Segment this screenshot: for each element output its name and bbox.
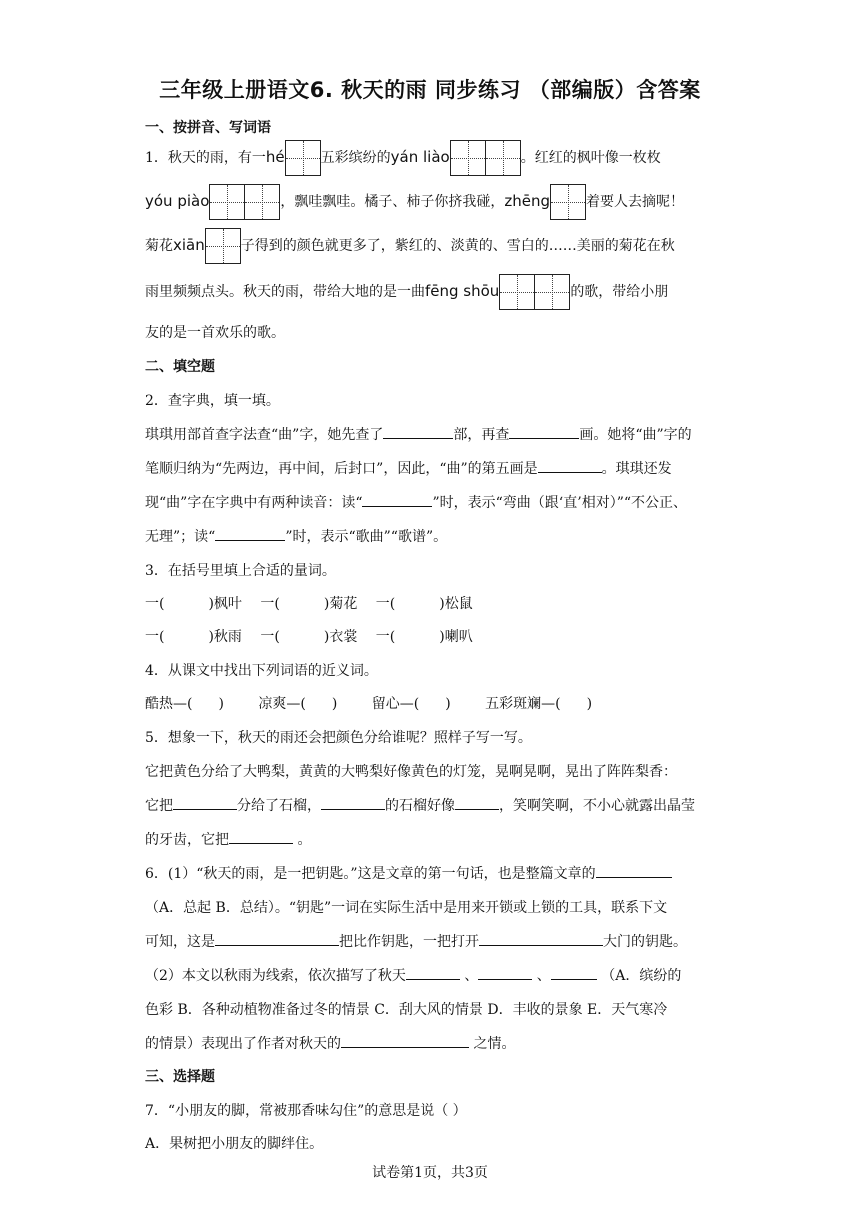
answer-blank[interactable] [478, 965, 532, 980]
q4-text: ) [586, 696, 593, 712]
q3-text: 一( [375, 596, 396, 612]
q3-row-2 [145, 626, 715, 646]
q6-text: （A．缤纷的 [596, 968, 682, 984]
q6-line-6 [145, 1033, 715, 1053]
answer-blank[interactable] [383, 424, 453, 439]
q1-line-3 [145, 226, 715, 264]
answer-grid-xian[interactable] [205, 227, 241, 265]
q5-text: 。 [293, 832, 312, 848]
q6-text: 、 [532, 968, 551, 984]
q6-text: 之情。 [469, 1036, 516, 1052]
q3-text: )菊花 [323, 596, 358, 612]
q4-text: ) [445, 696, 451, 712]
answer-blank[interactable] [321, 795, 385, 810]
answer-blank[interactable] [551, 965, 597, 980]
answer-grid-zheng[interactable] [550, 183, 586, 221]
q6-line-5: 色彩 B．各种动植物准备过冬的情景 C．刮大风的情景 D．丰收的景象 E．天气寒冷 [145, 1002, 668, 1018]
q4-text: ) [218, 696, 224, 712]
answer-blank[interactable] [215, 931, 339, 946]
q5-line-2 [145, 795, 715, 815]
q2-text: 画。她将“曲”字的 [579, 427, 692, 443]
q1-text: ，飘哇飘哇。橘子、柿子你挤我碰， [280, 194, 505, 210]
answer-blank[interactable] [538, 458, 602, 473]
q2-stem: 2．查字典，填一填。 [145, 393, 280, 409]
pinyin-zheng: zhēng [504, 192, 551, 210]
q4-text: 留心—( [371, 696, 420, 712]
q7-option-a[interactable]: A．果树把小朋友的脚绊住。 [145, 1136, 324, 1152]
pinyin-xian: xiān [173, 236, 205, 254]
section-heading-3: 三、选择题 [145, 1069, 215, 1085]
q3-text: 一( [375, 629, 396, 645]
pinyin-he: hé [265, 148, 285, 166]
q3-text: 一( [260, 596, 280, 612]
section-heading-1: 一、按拼音、写词语 [145, 120, 271, 136]
answer-blank[interactable] [509, 424, 579, 439]
q4-text: 五彩斑斓—( [485, 696, 561, 712]
q5-line-3 [145, 829, 715, 849]
pinyin-fengshou: fēng shōu [425, 282, 500, 300]
q1-line-1 [145, 138, 715, 176]
q5-text: 分给了石榴， [237, 798, 321, 814]
answer-blank[interactable] [406, 965, 460, 980]
q3-text: 一( [145, 596, 165, 612]
q2-text: 无理”；读“ [145, 529, 216, 545]
q3-stem: 3．在括号里填上合适的量词。 [145, 563, 336, 579]
q5-text: 它把 [145, 798, 173, 814]
q5-text: 的石榴好像 [385, 798, 455, 814]
answer-blank[interactable] [455, 795, 499, 810]
q1-text: 菊花 [145, 238, 173, 254]
q1-text: 的歌，带给小朋 [570, 284, 669, 300]
q2-text: ”时，表示“弯曲（跟‘直’相对）”“不公正、 [432, 495, 688, 511]
q7-stem: 7．“小朋友的脚，常被那香味勾住”的意思是说（ ） [145, 1103, 467, 1119]
q6-text: 把比作钥匙，一把打开 [339, 934, 479, 950]
q6-line-4 [145, 965, 715, 985]
q1-text: 。红红的枫叶像一枚枚 [520, 150, 661, 166]
answer-blank[interactable] [215, 526, 285, 541]
q3-row-1 [145, 593, 715, 613]
answer-blank[interactable] [229, 829, 293, 844]
q6-text: 的情景）表现出了作者对秋天的 [145, 1036, 341, 1052]
q5-stem: 5．想象一下，秋天的雨还会把颜色分给谁呢？照样子写一写。 [145, 730, 532, 746]
q4-text: 凉爽—( [258, 696, 306, 712]
q2-line-2 [145, 458, 715, 478]
q6-text: 6．(1）“秋天的雨，是一把钥匙。”这是文章的第一句话，也是整篇文章的 [145, 866, 596, 882]
q6-text: （2）本文以秋雨为线索，依次描写了秋天 [145, 968, 406, 984]
page-title: 三年级上册语文6. 秋天的雨 同步练习 （部编版）含答案 [159, 78, 701, 102]
q1-text: 子得到的颜色就更多了，紫红的、淡黄的、雪白的……美丽的菊花在秋 [240, 238, 675, 254]
q5-example: 它把黄色分给了大鸭梨，黄黄的大鸭梨好像黄色的灯笼，晃啊晃啊，晃出了阵阵梨香： [145, 764, 677, 780]
q2-text: 琪琪用部首查字法查“曲”字，她先查了 [145, 427, 384, 443]
answer-grid-yanliao[interactable] [450, 139, 521, 177]
q2-line-1 [145, 424, 715, 444]
pinyin-youpiao: yóu piào [145, 192, 210, 210]
answer-grid-he[interactable] [285, 139, 321, 177]
page-footer: 试卷第1页，共3页 [372, 1165, 488, 1181]
answer-grid-youpiao[interactable] [209, 183, 280, 221]
q4-text: ) [331, 696, 338, 712]
q1-text: 雨里频频点头。秋天的雨，带给大地的是一曲 [145, 284, 425, 300]
answer-blank[interactable] [479, 931, 603, 946]
q6-line-1 [145, 863, 715, 883]
q6-text: 可知，这是 [145, 934, 215, 950]
q6-text: 大门的钥匙。 [603, 934, 687, 950]
q2-text: 笔顺归纳为“先两边，再中间，后封口”，因此，“曲”的第五画是 [145, 461, 538, 477]
q3-text: )枫叶 [208, 596, 242, 612]
q6-line-3 [145, 931, 715, 951]
q2-text: 现“曲”字在字典中有两种读音：读“ [145, 495, 363, 511]
q2-line-3 [145, 492, 715, 512]
q5-text: ，笑啊笑啊，不小心就露出晶莹 [499, 798, 695, 814]
q1-text: 着要人去摘呢！ [586, 194, 685, 210]
q2-text: 部，再查 [453, 427, 510, 443]
q3-text: )衣裳 [323, 629, 358, 645]
q1-line-5: 友的是一首欢乐的歌。 [145, 325, 285, 341]
q1-text: 五彩缤纷的 [320, 150, 391, 166]
answer-grid-fengshou[interactable] [499, 273, 570, 311]
q2-text: 。琪琪还发 [601, 461, 672, 477]
q3-text: 一( [145, 629, 165, 645]
q4-items [145, 693, 715, 713]
q3-text: 一( [260, 629, 280, 645]
q4-stem: 4．从课文中找出下列词语的近义词。 [145, 663, 378, 679]
q6-text: 、 [459, 968, 479, 984]
q1-line-4 [145, 272, 715, 310]
q5-text: 的牙齿，它把 [145, 832, 229, 848]
q2-text: ”时，表示“歌曲”“歌谱”。 [285, 529, 448, 545]
section-heading-2: 二、填空题 [145, 359, 215, 375]
answer-blank[interactable] [341, 1033, 469, 1048]
q4-text: 酷热—( [145, 696, 193, 712]
q3-text: )喇叭 [439, 629, 473, 645]
q1-text: 1．秋天的雨，有一 [145, 150, 266, 166]
answer-blank[interactable] [362, 492, 432, 507]
q1-line-2 [145, 182, 715, 220]
q6-line-2: （A．总起 B．总结）。“钥匙”一词在实际生活中是用来开锁或上锁的工具，联系下文 [145, 900, 668, 916]
answer-blank[interactable] [596, 863, 672, 878]
pinyin-yanliao: yán liào [390, 148, 450, 166]
q3-text: )松鼠 [439, 596, 473, 612]
answer-blank[interactable] [173, 795, 237, 810]
q3-text: )秋雨 [208, 629, 242, 645]
q2-line-4 [145, 526, 715, 546]
